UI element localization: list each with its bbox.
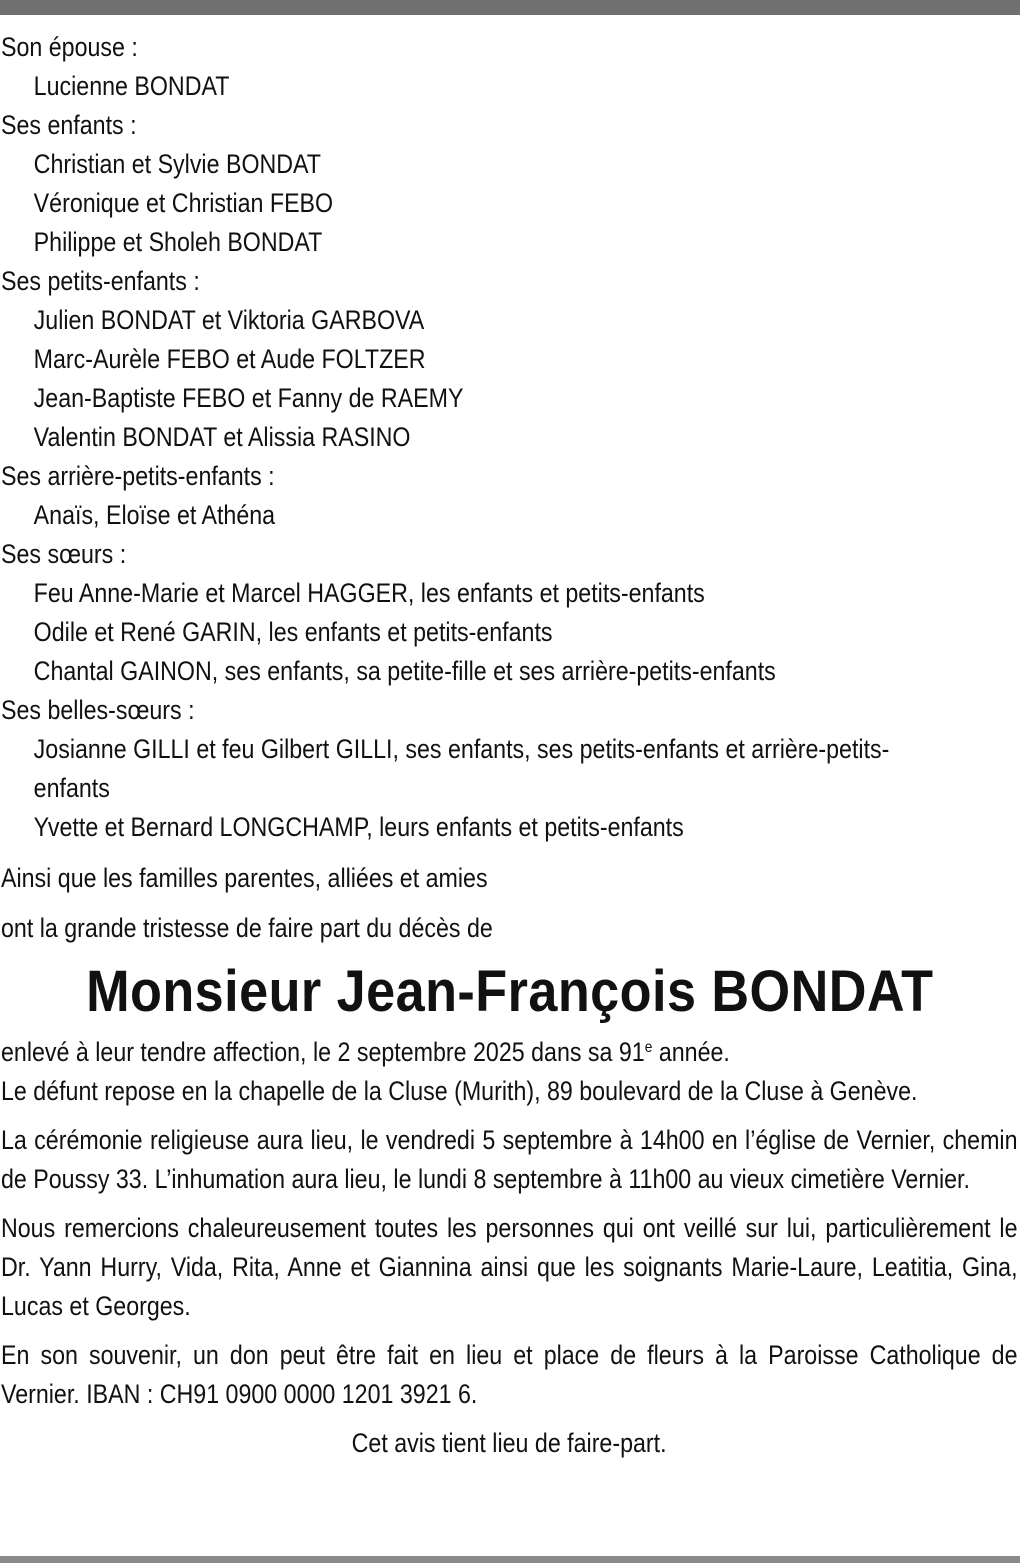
child-entry: Véronique et Christian FEBO bbox=[33, 188, 334, 218]
spouse-name: Lucienne BONDAT bbox=[33, 71, 230, 101]
ceremony-paragraph: La cérémonie religieuse aura lieu, le vendredi 5 septembre à 14h00 en l’église de Vernier, chemin de Poussy 33. L’inhumation aura lieu, le lundi 8 septembre à 11h00 au vieux cimetière Vernier. bbox=[1, 1125, 1018, 1194]
sister-entry: Odile et René GARIN, les enfants et petits-enfants bbox=[33, 617, 553, 647]
sister-entry: Chantal GAINON, ses enfants, sa petite-fille et ses arrière-petits-enfants bbox=[33, 656, 776, 686]
thanks-paragraph: Nous remercions chaleureusement toutes les personnes qui ont veillé sur lui, particulièrement le Dr. Yann Hurry, Vida, Rita, Anne et Giannina ainsi que les soignants Marie-Laure, Leatitia, Gina, Lucas et Georges. bbox=[1, 1213, 1018, 1321]
sisters-heading: Ses sœurs : bbox=[1, 539, 127, 569]
closing-line bbox=[1, 1424, 1018, 1463]
child-entry: Philippe et Sholeh BONDAT bbox=[33, 227, 323, 257]
deceased-name-text: Monsieur Jean-François BONDAT bbox=[85, 959, 934, 1024]
also-line: Ainsi que les familles parentes, alliées et amies bbox=[1, 863, 488, 893]
announce-line: ont la grande tristesse de faire part du décès de bbox=[1, 913, 493, 943]
sister-in-law-entry: Josianne GILLI et feu Gilbert GILLI, ses enfants, ses petits-enfants et arrière-petits-enfants bbox=[33, 734, 890, 803]
ordinal-suffix: e bbox=[644, 1039, 653, 1056]
taken-text: enlevé à leur tendre affection, le 2 septembre 2025 dans sa 91 bbox=[1, 1037, 645, 1067]
donation-paragraph: En son souvenir, un don peut être fait en lieu et place de fleurs à la Paroisse Catholique de Vernier. IBAN : CH91 0900 0000 1201 3921 6. bbox=[1, 1340, 1018, 1409]
death-notice bbox=[1, 28, 1018, 948]
taken-paragraph bbox=[1, 1033, 1018, 1111]
great-grandchild-entry: Anaïs, Eloïse et Athéna bbox=[33, 500, 276, 530]
sisters-in-law-heading: Ses belles-sœurs : bbox=[1, 695, 195, 725]
closing-text: Cet avis tient lieu de faire-part. bbox=[352, 1428, 667, 1458]
child-entry: Christian et Sylvie BONDAT bbox=[33, 149, 322, 179]
deceased-name bbox=[1, 955, 1018, 1029]
sister-entry: Feu Anne-Marie et Marcel HAGGER, les enfants et petits-enfants bbox=[33, 578, 705, 608]
great-grandchildren-heading: Ses arrière-petits-enfants : bbox=[1, 461, 275, 491]
grandchild-entry: Marc-Aurèle FEBO et Aude FOLTZER bbox=[33, 344, 426, 374]
spouse-heading: Son épouse : bbox=[1, 32, 138, 62]
notice-body bbox=[1, 955, 1018, 1463]
bottom-rule bbox=[0, 1556, 1020, 1563]
sister-in-law-entry: Yvette et Bernard LONGCHAMP, leurs enfants et petits-enfants bbox=[33, 812, 684, 842]
grandchild-entry: Valentin BONDAT et Alissia RASINO bbox=[33, 422, 411, 452]
children-heading: Ses enfants : bbox=[1, 110, 137, 140]
grandchildren-heading: Ses petits-enfants : bbox=[1, 266, 200, 296]
grandchild-entry: Julien BONDAT et Viktoria GARBOVA bbox=[33, 305, 425, 335]
top-rule bbox=[0, 0, 1020, 15]
family-list bbox=[1, 28, 1020, 948]
rest-text: Le défunt repose en la chapelle de la Cluse (Murith), 89 boulevard de la Cluse à Genève. bbox=[1, 1076, 918, 1106]
taken-text-end: année. bbox=[652, 1037, 730, 1067]
grandchild-entry: Jean-Baptiste FEBO et Fanny de RAEMY bbox=[33, 383, 464, 413]
